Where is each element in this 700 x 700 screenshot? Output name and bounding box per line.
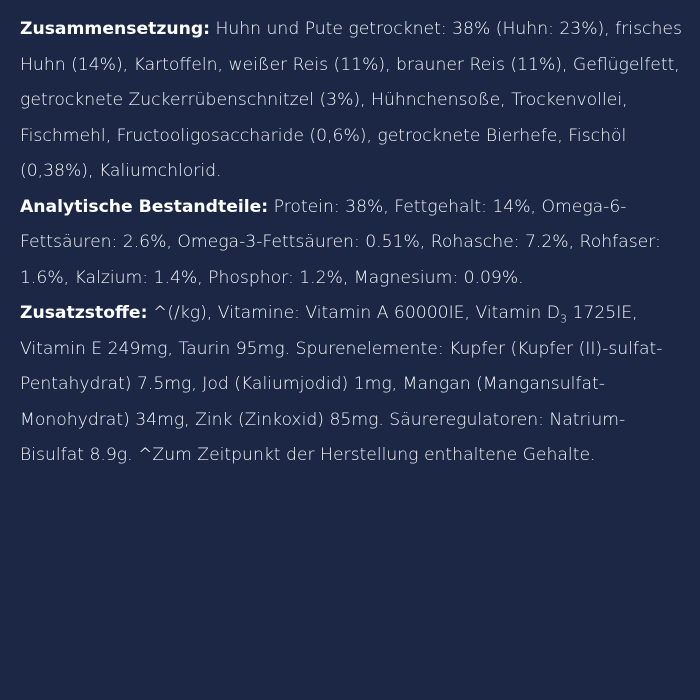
additives-text-part1: ^(/kg), Vitamine: Vitamin A 60000IE, Vitamin D <box>147 303 560 323</box>
additives-heading: Zusatzstoffe: <box>20 303 148 323</box>
analytical-heading: Analytische Bestandteile: <box>20 196 269 217</box>
composition-heading: Zusammensetzung: <box>20 19 210 39</box>
additives-section <box>20 296 686 474</box>
analytical-section <box>20 190 686 297</box>
analytical-text: Protein: 38%, Fettgehalt: 14%, Omega-6-Fettsäuren: 2.6%, Omega-3-Fettsäuren: 0.51%, Rohasche: 7.2%, Rohfaser: 1.6%, Kalzium: 1.4%, Phosphor: 1.2%, Magnesium: 0.09%. <box>20 196 661 288</box>
composition-section <box>20 12 686 190</box>
ingredients-panel <box>20 12 686 474</box>
composition-text: Huhn und Pute getrocknet: 38% (Huhn: 23%), frisches Huhn (14%), Kartoffeln, weißer Reis (11%), brauner Reis (11%), Geflügelfett, getrocknete Zuckerrübenschnitzel (3%), Hühnchensoße, Trockenvollei, Fischmehl, Fructooligosaccharide (0,6%), getrocknete Bierhefe, Fischöl (0,38%), Kaliumchlorid. <box>20 19 682 181</box>
vitamin-d-subscript: 3 <box>560 312 567 326</box>
additives-text-part2: 1725IE, Vitamin E 249mg, Taurin 95mg. Spurenelemente: Kupfer (Kupfer (II)-sulfat-Pentahydrat) 7.5mg, Jod (Kaliumjodid) 1mg, Mangan (Mangansulfat-Monohydrat) 34mg, Zink (Zinkoxid) 85mg. Säureregulatoren: Natrium-Bisulfat 8.9g. ^Zum Zeitpunkt der Herstellung enthaltene Gehalte. <box>20 303 663 465</box>
